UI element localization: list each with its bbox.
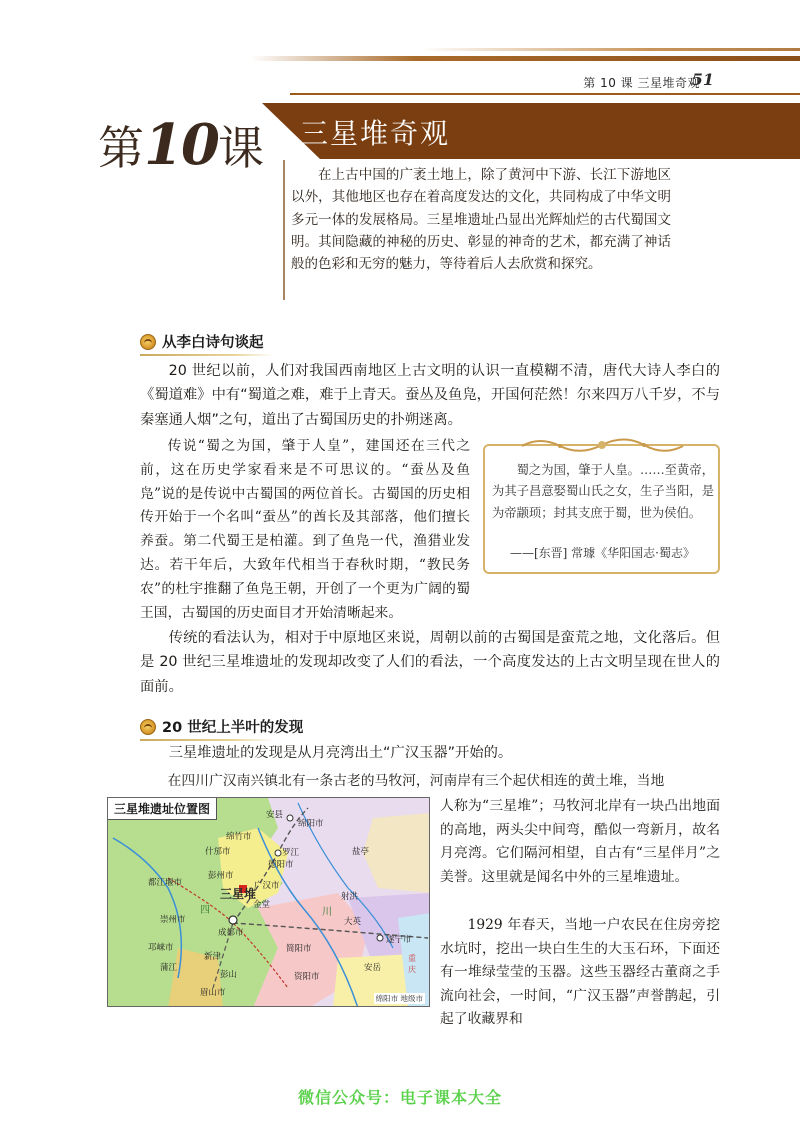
- map-legend-city: 绵阳市: [375, 994, 399, 1003]
- map-area-label: 川: [322, 907, 332, 918]
- quote-text: 蜀之为国，肇于人皇。……至黄帝，为其子昌意娶蜀山氏之女，生子当阳，是为帝颛顼；封其支庶于蜀，世为侯伯。: [492, 463, 714, 520]
- lesson-title: 三星堆奇观: [300, 117, 451, 150]
- map-label: 广汉市: [254, 881, 280, 891]
- header-rule: [290, 93, 800, 95]
- map-title: 三星堆遗址位置图: [108, 798, 217, 820]
- paragraph: 在四川广汉南兴镇北有一条古老的马牧河，河南岸有三个起伏相连的黄土堆，当地: [167, 773, 665, 789]
- map-label: 资阳市: [294, 972, 320, 982]
- lesson-number: 10: [144, 112, 218, 178]
- map-legend-text: 地级市: [400, 994, 423, 1003]
- paragraph: 1929 年春天，当地一户农民在住房旁挖水坑时，挖出一块白生生的大玉石环，下面还有一堆绿莹莹的玉器。这些玉器经古董商之手流向社会，一时间，“广汉玉器”声誉鹊起，引起了收藏界和: [440, 917, 720, 1028]
- paragraph: 传统的看法认为，相对于中原地区来说，周朝以前的古蜀国是蛮荒之地，文化落后。但是 20 世纪三星堆遗址的发现却改变了人们的看法，一个高度发达的上古文明呈现在世人的面前。: [140, 630, 720, 695]
- section-underline: [140, 354, 274, 356]
- lesson-suffix: 课: [217, 121, 264, 175]
- lesson-intro: 在上古中国的广袤土地上，除了黄河中下游、长江下游地区以外，其他地区也存在着高度发达的文化，共同构成了中华文明多元一体的发展格局。三星堆遗址凸显出光辉灿烂的古代蜀国文明。其间隐藏的神秘的历史、彰显的神奇的艺术，都充满了神话般的色彩和无穷的魅力，等待着后人去欣赏和探究。: [291, 167, 671, 273]
- map-label: 安岳: [364, 963, 382, 973]
- paragraph: 传说“蜀之为国，肇于人皇”，建国还在三代之前，这在历史学家看来是不可思议的。“蚕丛及鱼凫”说的是传说中古蜀国的两位首长。古蜀国的历史相传开始于一个名叫“蚕丛”的酋长及其部落，他们擅长养蚕。第二代蜀王是柏灌。到了鱼凫一代，渔猎业发达。若干年后，大致年代相当于春秋时期，“教民务农”的杜宇推翻了鱼凫王朝，开创了一个更为广阔的蜀王国，古蜀国的历史面目才开始清晰起来。: [140, 438, 470, 621]
- section-badge-icon: [140, 719, 156, 735]
- header-decoration-band: [250, 56, 800, 61]
- map-legend: [374, 993, 425, 1004]
- intro-border: [283, 160, 285, 300]
- map-label: 邛崃市: [148, 943, 174, 953]
- lesson-prefix: 第: [98, 121, 144, 175]
- header-decoration-stripe: [420, 48, 800, 51]
- location-map: [107, 797, 430, 1007]
- map-label: 绵阳市: [298, 819, 324, 829]
- map-label: 大英: [344, 917, 362, 927]
- map-label: 成都市: [218, 928, 244, 938]
- page-number: 51: [691, 70, 714, 89]
- map-label-sanxingdui: 三星堆: [220, 887, 257, 901]
- map-label: 盐亭: [352, 847, 370, 857]
- map-label: 什邡市: [205, 847, 231, 857]
- map-label: 罗江: [282, 848, 300, 858]
- section-heading-1: [140, 331, 264, 352]
- quote-source: ——[东晋] 常璩《华阳国志·蜀志》: [510, 546, 695, 560]
- map-label: 蒲江: [160, 963, 178, 973]
- map-label: 彭山: [220, 970, 238, 980]
- map-label: 简阳市: [286, 944, 312, 954]
- paragraph: 三星堆遗址的发现是从月亮湾出土“广汉玉器”开始的。: [168, 745, 513, 761]
- map-label: 崇州市: [160, 915, 186, 925]
- map-label: 彭州市: [208, 871, 234, 881]
- running-head: 第 10 课 三星堆奇观: [583, 76, 700, 90]
- lesson-number-heading: [98, 112, 264, 178]
- paragraph: 人称为“三星堆”；马牧河北岸有一块凸出地面的高地，两头尖中间弯，酷似一弯新月，故名月亮湾。它们隔河相望，自古有“三星伴月”之美誉。这里就是闻名中外的三星堆遗址。: [440, 798, 720, 885]
- map-label: 德阳市: [268, 860, 294, 870]
- map-label: 射洪: [341, 892, 359, 902]
- quote-ornament-icon: [520, 434, 685, 456]
- map-label: 重庆: [408, 954, 416, 974]
- map-label: 眉山市: [200, 988, 226, 998]
- map-label: 都江堰市: [148, 878, 183, 888]
- map-area-label: 四: [200, 905, 210, 916]
- map-label: 绵竹市: [226, 832, 252, 842]
- section-badge-icon: [140, 334, 156, 350]
- watermark: 微信公众号：电子课本大全: [297, 1088, 502, 1107]
- map-label: 安县: [266, 810, 284, 820]
- section-heading-text: 从李白诗句谈起: [162, 335, 264, 351]
- section-heading-text: 20 世纪上半叶的发现: [162, 720, 304, 736]
- map-label: 新津: [204, 952, 222, 962]
- section-heading-2: [140, 716, 303, 737]
- map-label: 金堂: [253, 900, 271, 910]
- paragraph: 20 世纪以前，人们对我国西南地区上古文明的认识一直模糊不清，唐代大诗人李白的《蜀道难》中有“蜀道之难，难于上青天。蚕丛及鱼凫，开国何茫然！尔来四万八千岁，不与秦塞通人烟”之句，道出了古蜀国历史的扑朔迷离。: [140, 363, 720, 428]
- map-label: 遂宁市: [386, 935, 412, 945]
